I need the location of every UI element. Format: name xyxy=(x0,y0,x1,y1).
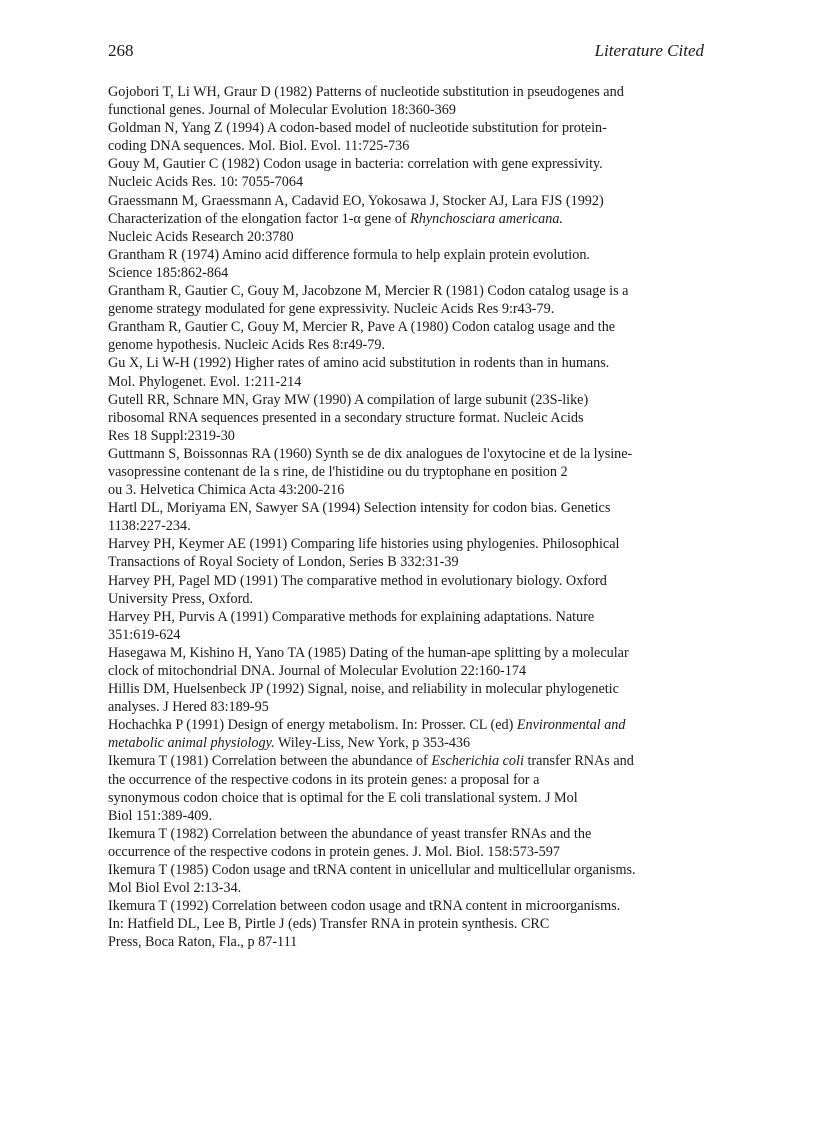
reference-entry xyxy=(108,83,708,119)
reference-entry xyxy=(108,499,708,535)
reference-continuation-line: the occurrence of the respective codons in its protein genes: a proposal for a xyxy=(108,771,540,788)
reference-entry xyxy=(108,680,708,716)
reference-first-line: Ikemura T (1981) Correlation between the abundance of Escherichia coli transfer RNAs and xyxy=(108,753,634,770)
reference-entry xyxy=(108,535,708,571)
reference-first-line: Hochachka P (1991) Design of energy metabolism. In: Prosser. CL (ed) Environmental and xyxy=(108,717,626,734)
reference-entry xyxy=(108,716,708,752)
reference-continuation-line: 1138:227-234. xyxy=(108,518,191,535)
page-number: 268 xyxy=(108,41,134,60)
reference-continuation-line: Nucleic Acids Research 20:3780 xyxy=(108,228,294,245)
reference-first-line: Grantham R, Gautier C, Gouy M, Jacobzone M, Mercier R (1981) Codon catalog usage is a xyxy=(108,283,629,300)
reference-continuation-line: genome hypothesis. Nucleic Acids Res 8:r49-79. xyxy=(108,337,386,354)
reference-first-line: Gojobori T, Li WH, Graur D (1982) Patterns of nucleotide substitution in pseudogenes and xyxy=(108,84,624,100)
reference-first-line: Gu X, Li W-H (1992) Higher rates of amino acid substitution in rodents than in humans. xyxy=(108,355,610,372)
reference-continuation-line: ribosomal RNA sequences presented in a secondary structure format. Nucleic Acids xyxy=(108,409,584,426)
reference-entry xyxy=(108,282,708,318)
reference-entry xyxy=(108,155,708,191)
reference-continuation-line: Nucleic Acids Res. 10: 7055-7064 xyxy=(108,174,304,191)
reference-entry xyxy=(108,861,708,897)
running-title: Literature Cited xyxy=(594,41,704,60)
reference-first-line: Ikemura T (1985) Codon usage and tRNA content in unicellular and multicellular organisms. xyxy=(108,862,636,879)
reference-first-line: Ikemura T (1982) Correlation between the abundance of yeast transfer RNAs and the xyxy=(108,825,592,842)
reference-continuation-line: University Press, Oxford. xyxy=(108,590,254,607)
reference-entry xyxy=(108,318,708,354)
reference-entry xyxy=(108,644,708,680)
page-header xyxy=(108,40,704,62)
reference-continuation-line: Biol 151:389-409. xyxy=(108,807,213,824)
reference-continuation-line: synonymous codon choice that is optimal for the E coli translational system. J Mol xyxy=(108,789,578,806)
reference-first-line: Gutell RR, Schnare MN, Gray MW (1990) A compilation of large subunit (23S-like) xyxy=(108,391,589,408)
reference-entry xyxy=(108,391,708,445)
reference-first-line: Harvey PH, Keymer AE (1991) Comparing life histories using phylogenies. Philosophical xyxy=(108,536,620,553)
reference-continuation-line: 351:619-624 xyxy=(108,626,181,643)
reference-first-line: Hillis DM, Huelsenbeck JP (1992) Signal, noise, and reliability in molecular phylogenetic xyxy=(108,681,619,698)
reference-first-line: Hasegawa M, Kishino H, Yano TA (1985) Dating of the human-ape splitting by a molecular xyxy=(108,644,629,661)
reference-continuation-line: Res 18 Suppl:2319-30 xyxy=(108,427,235,444)
reference-entry xyxy=(108,572,708,608)
reference-continuation-line: ou 3. Helvetica Chimica Acta 43:200-216 xyxy=(108,482,345,499)
reference-continuation-line: vasopressine contenant de la s rine, de l'histidine ou du tryptophane en position 2 xyxy=(108,463,568,480)
reference-entry xyxy=(108,192,708,246)
reference-continuation-line: Characterization of the elongation factor 1-α gene of Rhynchosciara americana. xyxy=(108,210,563,227)
reference-continuation-line: metabolic animal physiology. Wiley-Liss, New York, p 353-436 xyxy=(108,735,471,752)
reference-entry xyxy=(108,897,708,951)
reference-entry xyxy=(108,246,708,282)
reference-continuation-line: clock of mitochondrial DNA. Journal of Molecular Evolution 22:160-174 xyxy=(108,663,527,679)
reference-first-line: Ikemura T (1992) Correlation between codon usage and tRNA content in microorganisms. xyxy=(108,898,621,915)
reference-continuation-line: functional genes. Journal of Molecular Evolution 18:360-369 xyxy=(108,102,456,119)
reference-first-line: Grantham R, Gautier C, Gouy M, Mercier R, Pave A (1980) Codon catalog usage and the xyxy=(108,319,616,336)
reference-first-line: Harvey PH, Pagel MD (1991) The comparative method in evolutionary biology. Oxford xyxy=(108,572,607,589)
reference-first-line: Gouy M, Gautier C (1982) Codon usage in bacteria: correlation with gene expressivity. xyxy=(108,156,603,173)
reference-entry xyxy=(108,608,708,644)
reference-first-line: Grantham R (1974) Amino acid difference formula to help explain protein evolution. xyxy=(108,246,590,263)
reference-list xyxy=(108,83,708,952)
reference-continuation-line: Mol Biol Evol 2:13-34. xyxy=(108,880,242,897)
reference-continuation-line: coding DNA sequences. Mol. Biol. Evol. 11:725-736 xyxy=(108,138,410,155)
reference-first-line: Graessmann M, Graessmann A, Cadavid EO, Yokosawa J, Stocker AJ, Lara FJS (1992) xyxy=(108,192,604,209)
reference-entry xyxy=(108,119,708,155)
reference-entry xyxy=(108,354,708,390)
reference-continuation-line: occurrence of the respective codons in protein genes. J. Mol. Biol. 158:573-597 xyxy=(108,843,560,860)
reference-continuation-line: In: Hatfield DL, Lee B, Pirtle J (eds) Transfer RNA in protein synthesis. CRC xyxy=(108,916,550,933)
reference-first-line: Hartl DL, Moriyama EN, Sawyer SA (1994) Selection intensity for codon bias. Genetics xyxy=(108,500,611,517)
reference-continuation-line: genome strategy modulated for gene expressivity. Nucleic Acids Res 9:r43-79. xyxy=(108,301,555,318)
reference-first-line: Goldman N, Yang Z (1994) A codon-based model of nucleotide substitution for protein- xyxy=(108,120,607,137)
reference-continuation-line: analyses. J Hered 83:189-95 xyxy=(108,699,269,716)
reference-continuation-line: Press, Boca Raton, Fla., p 87-111 xyxy=(108,934,298,951)
reference-first-line: Harvey PH, Purvis A (1991) Comparative methods for explaining adaptations. Nature xyxy=(108,608,595,625)
reference-entry xyxy=(108,825,708,861)
reference-continuation-line: Transactions of Royal Society of London, Series B 332:31-39 xyxy=(108,554,459,571)
reference-continuation-line: Science 185:862-864 xyxy=(108,264,229,281)
reference-entry xyxy=(108,752,708,824)
reference-continuation-line: Mol. Phylogenet. Evol. 1:211-214 xyxy=(108,373,302,390)
reference-entry xyxy=(108,445,708,499)
reference-first-line: Guttmann S, Boissonnas RA (1960) Synth se de dix analogues de l'oxytocine et de la lysine- xyxy=(108,445,633,462)
